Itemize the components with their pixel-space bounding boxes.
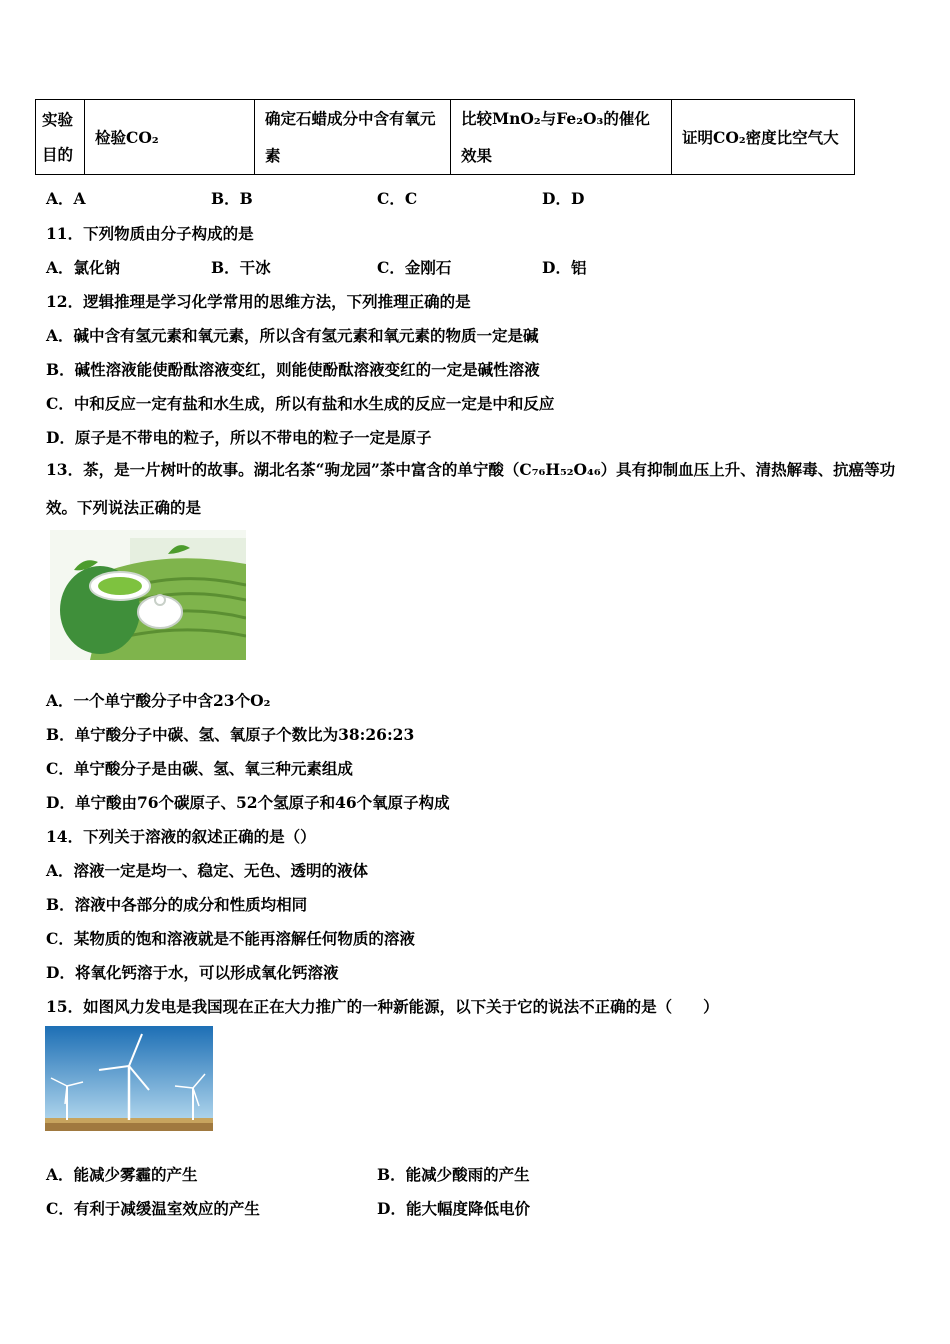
q13-option-d[interactable]: D．单宁酸由76个碳原子、52个氢原子和46个氧原子构成 [46, 793, 450, 812]
q15-option-c[interactable]: C．有利于减缓温室效应的产生 [46, 1199, 260, 1218]
q15-option-a[interactable]: A．能减少雾霾的产生 [46, 1165, 198, 1184]
wind-turbine-illustration [45, 1026, 213, 1131]
q12-option-c[interactable]: C．中和反应一定有盐和水生成，所以有盐和水生成的反应一定是中和反应 [46, 394, 555, 413]
table-header-text: 实验目的 [42, 110, 74, 164]
q14-option-c[interactable]: C．某物质的饱和溶液就是不能再溶解任何物质的溶液 [46, 929, 415, 948]
table-cell-wax-oxygen [255, 100, 451, 175]
q11-option-d[interactable]: D．铝 [542, 258, 587, 277]
q11-option-a[interactable]: A．氯化钠 [46, 258, 121, 277]
q15-option-d[interactable]: D．能大幅度降低电价 [377, 1199, 530, 1218]
q14-stem: 14．下列关于溶液的叙述正确的是（） [46, 827, 316, 846]
table-cell-text: 确定石蜡成分中含有氧元素 [265, 109, 436, 165]
q15-option-b[interactable]: B．能减少酸雨的产生 [377, 1165, 530, 1184]
q14-option-a[interactable]: A．溶液一定是均一、稳定、无色、透明的液体 [46, 861, 369, 880]
q12-option-a[interactable]: A．碱中含有氢元素和氧元素，所以含有氢元素和氧元素的物质一定是碱 [46, 326, 539, 345]
q10-option-c[interactable]: C．C [377, 189, 418, 208]
q10-option-a[interactable]: A．A [46, 189, 86, 208]
q13-option-c[interactable]: C．单宁酸分子是由碳、氢、氧三种元素组成 [46, 759, 353, 778]
q10-option-b[interactable]: B．B [211, 189, 253, 208]
experiment-table [35, 99, 855, 175]
tea-image [50, 530, 246, 660]
q13-option-a[interactable]: A．一个单宁酸分子中含23个O₂ [46, 691, 271, 710]
q12-option-d[interactable]: D．原子是不带电的粒子，所以不带电的粒子一定是原子 [46, 428, 432, 447]
q14-option-d[interactable]: D．将氧化钙溶于水，可以形成氧化钙溶液 [46, 963, 339, 982]
q12-stem: 12．逻辑推理是学习化学常用的思维方法，下列推理正确的是 [46, 292, 471, 311]
q12-option-b[interactable]: B．碱性溶液能使酚酞溶液变红，则能使酚酞溶液变红的一定是碱性溶液 [46, 360, 540, 379]
q13-option-b[interactable]: B．单宁酸分子中碳、氢、氧原子个数比为38:26:23 [46, 725, 415, 744]
q15-stem: 15．如图风力发电是我国现在正在大力推广的一种新能源，以下关于它的说法不正确的是（ ） [46, 997, 719, 1016]
table-cell-co2-density [672, 100, 855, 175]
q10-option-d[interactable]: D．D [542, 189, 585, 208]
q13-stem: 13．茶，是一片树叶的故事。湖北名茶“驹龙园”茶中富含的单宁酸（C₇₆H₅₂O₄₆）具有抑制血压上升、清热解毒、抗癌等功效。下列说法正确的是 [46, 460, 896, 517]
table-cell-catalyst-compare [451, 100, 672, 175]
q14-option-b[interactable]: B．溶液中各部分的成分和性质均相同 [46, 895, 308, 914]
q11-option-c[interactable]: C．金刚石 [377, 258, 452, 277]
table-header-cell [36, 100, 85, 175]
table-cell-text: 证明CO₂密度比空气大 [682, 127, 839, 147]
table-cell-text: 比较MnO₂与Fe₂O₃的催化效果 [461, 109, 650, 165]
q11-option-b[interactable]: B．干冰 [211, 258, 271, 277]
tea-illustration [50, 530, 246, 660]
table-cell-co2-test [85, 100, 255, 175]
q11-stem: 11．下列物质由分子构成的是 [46, 224, 254, 243]
wind-turbine-image [45, 1026, 213, 1131]
table-cell-text: 检验CO₂ [95, 127, 159, 147]
